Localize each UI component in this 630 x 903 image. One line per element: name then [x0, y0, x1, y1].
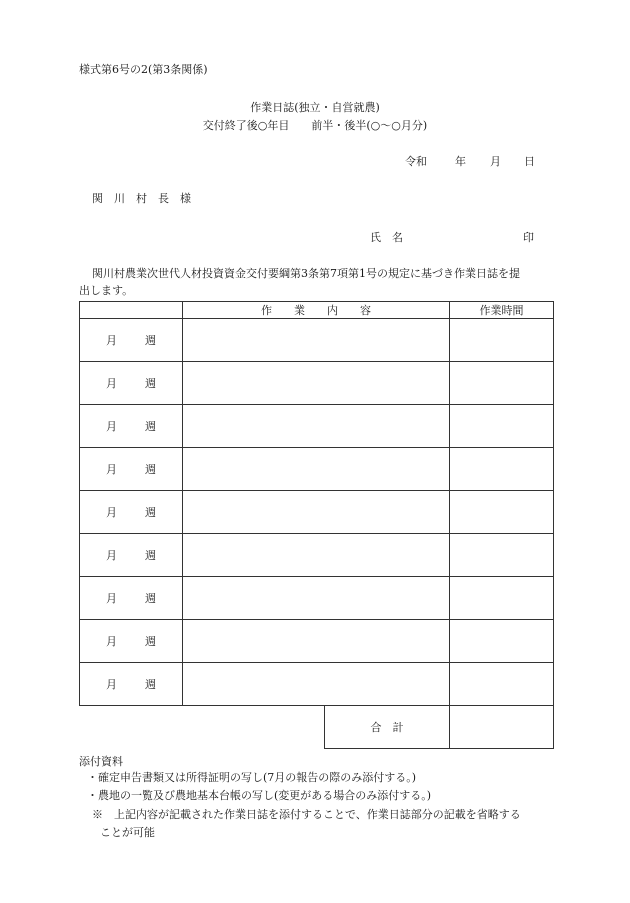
table-row: [80, 319, 554, 362]
attachments-heading: 添付資料: [79, 755, 123, 768]
date-year: 年: [455, 155, 466, 168]
total-blank-cell: [80, 706, 325, 749]
table-row: [80, 405, 554, 448]
header-work-hours: 作業時間: [450, 302, 554, 319]
month-label: 月: [106, 592, 117, 605]
table-row: [80, 620, 554, 663]
table-row: [80, 491, 554, 534]
month-week-cell: [80, 577, 183, 620]
document-subtitle: 交付終了後○年目 前半・後半(○～○月分): [202, 119, 428, 132]
attachment-note-line-1: ※ 上記内容が記載された作業日誌を添付することで、作業日誌部分の記載を省略する: [92, 808, 521, 821]
table-row: [80, 663, 554, 706]
week-label: 週: [145, 334, 156, 347]
work-hours-cell: [450, 319, 554, 362]
statement-line-1: 関川村農業次世代人材投資資金交付要綱第3条第7項第1号の規定に基づき作業日誌を提: [92, 267, 520, 280]
work-hours-cell: [450, 448, 554, 491]
work-content-cell: [183, 491, 450, 534]
work-content-cell: [183, 577, 450, 620]
seal-mark: 印: [523, 231, 534, 244]
month-week-cell: [80, 663, 183, 706]
week-label: 週: [145, 506, 156, 519]
month-week-cell: [80, 319, 183, 362]
header-blank-cell: [80, 302, 183, 319]
week-label: 週: [145, 420, 156, 433]
date-era: 令和: [405, 155, 427, 168]
work-content-cell: [183, 362, 450, 405]
total-label: 合 計: [325, 706, 450, 749]
month-label: 月: [106, 377, 117, 390]
week-label: 週: [145, 549, 156, 562]
work-hours-cell: [450, 405, 554, 448]
attachment-note-line-2: ことが可能: [100, 826, 155, 839]
table-row: [80, 534, 554, 577]
work-log-table: [79, 301, 554, 749]
week-label: 週: [145, 635, 156, 648]
work-content-cell: [183, 534, 450, 577]
week-label: 週: [145, 463, 156, 476]
table-row: [80, 362, 554, 405]
week-label: 週: [145, 377, 156, 390]
work-content-cell: [183, 405, 450, 448]
attachment-item: ・確定申告書類又は所得証明の写し(7月の報告の際のみ添付する。): [87, 771, 417, 784]
work-hours-cell: [450, 491, 554, 534]
name-label: 氏 名: [370, 231, 403, 244]
work-hours-cell: [450, 534, 554, 577]
month-week-cell: [80, 491, 183, 534]
month-week-cell: [80, 620, 183, 663]
work-content-cell: [183, 663, 450, 706]
month-label: 月: [106, 678, 117, 691]
header-work-content: 作 業 内 容: [183, 302, 450, 319]
month-label: 月: [106, 334, 117, 347]
week-label: 週: [145, 678, 156, 691]
table-row: [80, 577, 554, 620]
total-row: [80, 706, 554, 749]
month-label: 月: [106, 420, 117, 433]
date-day: 日: [524, 155, 535, 168]
work-hours-cell: [450, 620, 554, 663]
document-title: 作業日誌(独立・自営就農): [250, 101, 380, 114]
statement-line-2: 出します。: [79, 284, 134, 297]
work-hours-cell: [450, 362, 554, 405]
week-label: 週: [145, 592, 156, 605]
month-label: 月: [106, 635, 117, 648]
form-number-label: 様式第6号の2(第3条関係): [79, 63, 208, 76]
table-row: [80, 448, 554, 491]
work-hours-cell: [450, 577, 554, 620]
table-body: [80, 319, 554, 749]
date-month: 月: [490, 155, 501, 168]
work-content-cell: [183, 448, 450, 491]
month-week-cell: [80, 448, 183, 491]
table-header-row: [80, 302, 554, 319]
attachment-item: ・農地の一覧及び農地基本台帳の写し(変更がある場合のみ添付する。): [87, 789, 432, 802]
month-week-cell: [80, 362, 183, 405]
month-label: 月: [106, 549, 117, 562]
month-label: 月: [106, 463, 117, 476]
month-week-cell: [80, 534, 183, 577]
month-label: 月: [106, 506, 117, 519]
month-week-cell: [80, 405, 183, 448]
total-hours-cell: [450, 706, 554, 749]
work-content-cell: [183, 319, 450, 362]
work-content-cell: [183, 620, 450, 663]
work-hours-cell: [450, 663, 554, 706]
addressee: 関 川 村 長 様: [92, 192, 191, 205]
